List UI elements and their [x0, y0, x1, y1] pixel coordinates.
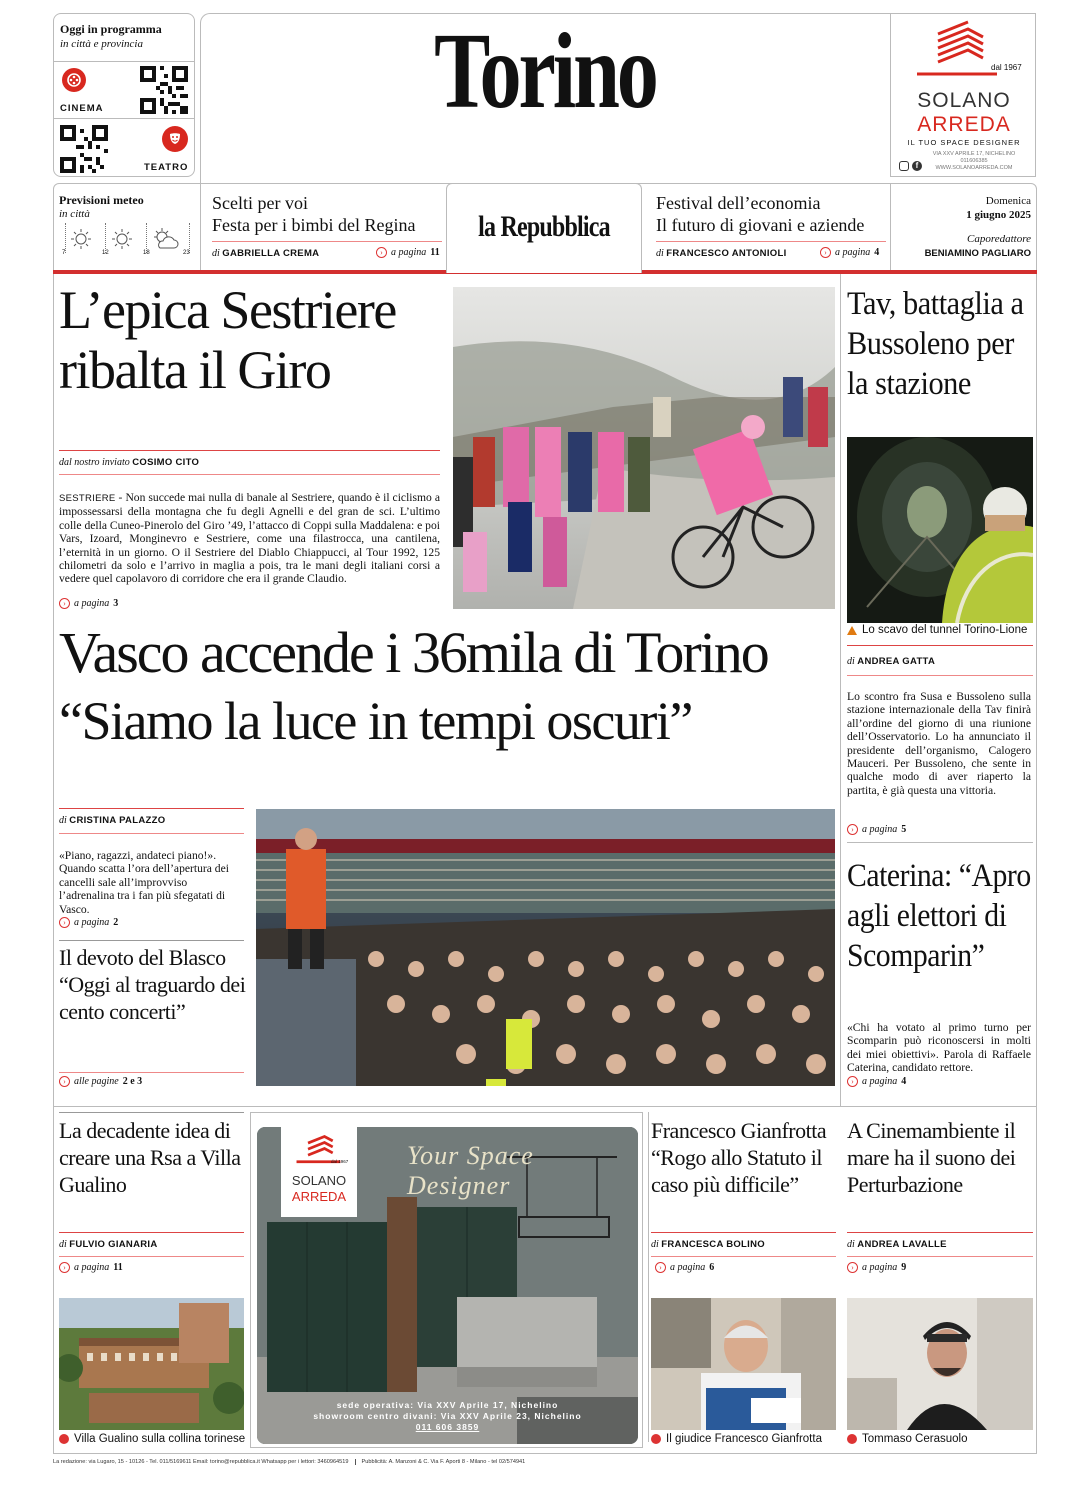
- arrow-icon: ›: [59, 1262, 70, 1273]
- dot-icon: [651, 1434, 661, 1444]
- vasco-headline-1[interactable]: Vasco accende i 36mila di Torino: [59, 620, 768, 685]
- ad-top-web: WWW.SOLANOARREDA.COM: [935, 165, 1013, 171]
- ad-bottom-phone[interactable]: 011 606 3859: [415, 1422, 480, 1432]
- meteo-subtitle: in città: [59, 208, 90, 220]
- tav-page[interactable]: 5: [901, 824, 907, 835]
- meteo-hour: 7: [62, 250, 66, 256]
- festival-page-prefix: a pagina: [835, 247, 871, 258]
- giro-headline[interactable]: L’epica Sestriere ribalta il Giro: [59, 280, 396, 400]
- caterina-page-prefix: a pagina: [862, 1076, 898, 1087]
- festival-page[interactable]: 4: [874, 247, 880, 258]
- festival-economia[interactable]: [648, 183, 888, 270]
- arrow-icon: ›: [59, 917, 70, 928]
- ad-top-solano[interactable]: [890, 13, 1036, 177]
- ad-top-phone: 011606385: [960, 158, 988, 164]
- vasco-byline: CRISTINA PALAZZO: [69, 815, 166, 826]
- programma-box: [53, 13, 195, 177]
- vasco-body: «Piano, ragazzi, andateci piano!». Quando scatta l’ora dell’apertura dei cancelli sale all’improvviso l’adrenalina tra i fan più sfegatati di Vasco.: [59, 849, 229, 916]
- instagram-icon[interactable]: [899, 161, 909, 171]
- cinemambiente-page[interactable]: 9: [901, 1262, 907, 1273]
- scelti-page-prefix: a pagina: [391, 247, 427, 258]
- giro-byline: COSIMO CITO: [132, 457, 200, 468]
- arrow-icon: ›: [847, 1076, 858, 1087]
- vasco-photo[interactable]: [256, 809, 835, 1086]
- scelti-page[interactable]: 11: [430, 247, 440, 258]
- footer: [53, 1459, 1037, 1465]
- ad-top-address: VIA XXV APRILE 17, NICHELINO: [932, 151, 1016, 157]
- arrow-icon: ›: [655, 1262, 666, 1273]
- ad-bottom-brand1: SOLANO: [291, 1173, 347, 1188]
- teatro-label[interactable]: TEATRO: [144, 162, 189, 173]
- sun-icon: [110, 227, 134, 256]
- ad-bottom-line2: showroom centro divani: Via XXV Aprile 23, Nichelino: [313, 1411, 582, 1421]
- scelti-title: Scelti per voi: [212, 193, 308, 213]
- rsa-photo[interactable]: [59, 1298, 244, 1430]
- gianfrotta-page-prefix: a pagina: [670, 1262, 706, 1273]
- gianfrotta-page[interactable]: 6: [709, 1262, 715, 1273]
- meteo-hour: 12: [102, 250, 109, 256]
- scelti-per-voi[interactable]: [206, 183, 442, 270]
- ad-top-tagline: IL TUO SPACE DESIGNER: [907, 138, 1021, 147]
- programma-title: Oggi in programma: [60, 22, 162, 36]
- tav-page-prefix: a pagina: [862, 824, 898, 835]
- ad-top-since: dal 1967: [991, 63, 1022, 72]
- arrow-icon: ›: [847, 824, 858, 835]
- sun-icon: [69, 227, 93, 256]
- festival-subtitle: Il futuro di giovani e aziende: [656, 215, 865, 235]
- cinemambiente-photo[interactable]: [847, 1298, 1033, 1430]
- date-day: Domenica: [985, 195, 1031, 207]
- giro-photo[interactable]: [453, 287, 835, 609]
- tav-photo[interactable]: [847, 437, 1033, 623]
- cinemambiente-byline-prefix: di: [847, 1239, 855, 1250]
- giro-byline-prefix: dal nostro inviato: [59, 457, 130, 468]
- ad-bottom-logo: [281, 1127, 357, 1217]
- vasco-page[interactable]: 2: [113, 917, 119, 928]
- rsa-headline[interactable]: La decadente idea di creare una Rsa a Villa Gualino: [59, 1118, 241, 1197]
- rsa-page-prefix: a pagina: [74, 1262, 110, 1273]
- festival-author: FRANCESCO ANTONIOLI: [666, 248, 787, 259]
- arrow-icon: ›: [847, 1262, 858, 1273]
- dot-icon: [59, 1434, 69, 1444]
- giro-dateline: SESTRIERE: [59, 493, 116, 504]
- meteo-title: Previsioni meteo: [59, 193, 144, 207]
- film-reel-icon: [62, 68, 86, 92]
- ad-bottom-brand2: ARREDA: [291, 1189, 347, 1204]
- gianfrotta-byline-prefix: di: [651, 1239, 659, 1250]
- partly-cloudy-icon: [151, 227, 179, 256]
- cinema-qr-icon[interactable]: [140, 66, 188, 114]
- ad-bottom-solano[interactable]: [250, 1112, 643, 1448]
- rsa-caption: Villa Gualino sulla collina torinese: [74, 1433, 246, 1445]
- gianfrotta-caption: Il giudice Francesco Gianfrotta: [666, 1433, 822, 1445]
- vasco-sub-pages[interactable]: 2 e 3: [122, 1076, 143, 1087]
- cinemambiente-headline[interactable]: A Cinemambiente il mare ha il suono dei Perturbazione: [847, 1118, 1016, 1197]
- festival-title: Festival dell’economia: [656, 193, 821, 213]
- festival-author-prefix: di: [656, 248, 664, 259]
- ad-bottom-line1: sede operativa: Via XXV Aprile 17, Nichelino: [336, 1400, 559, 1410]
- ad-top-brand2: ARREDA: [917, 113, 1011, 136]
- caterina-page[interactable]: 4: [901, 1076, 907, 1087]
- facebook-icon[interactable]: f: [912, 161, 922, 171]
- theater-masks-icon: [162, 126, 188, 152]
- editor-role: Caporedattore: [967, 233, 1031, 245]
- repubblica-logo[interactable]: la Repubblica: [478, 210, 610, 243]
- vasco-page-prefix: a pagina: [74, 917, 110, 928]
- teatro-qr-icon[interactable]: [60, 125, 108, 173]
- gianfrotta-headline[interactable]: Francesco Gianfrotta “Rogo allo Statuto il caso più difficile”: [651, 1118, 827, 1197]
- meteo-box: [53, 183, 196, 270]
- solano-logo-icon: [913, 18, 1003, 80]
- scelti-subtitle: Festa per i bimbi del Regina: [212, 215, 416, 235]
- tav-caption: Lo scavo del tunnel Torino-Lione: [862, 624, 1028, 636]
- tav-byline: ANDREA GATTA: [857, 656, 936, 667]
- rsa-byline-prefix: di: [59, 1239, 67, 1250]
- rsa-page[interactable]: 11: [113, 1262, 123, 1273]
- arrow-icon: ›: [59, 598, 70, 609]
- tav-body: Lo scontro fra Susa e Bussoleno sulla stazione internazionale della Tav finirà all’ordine del giorno di una riunione dell’Osservatorio. Lo ha annunciato il presidente dell’organismo, Calogero Mauceri. Per Bussoleno, che sente in qualche modo di aver riaperto la partita, è già questa una vittoria.: [847, 690, 1031, 797]
- caterina-body: «Chi ha votato al primo turno per Scomparin può riconoscersi in molti dei miei obiettivi». Parola di Raffaele Caterina, candidato rettore.: [847, 1021, 1031, 1075]
- giro-body: SESTRIERE - Non succede mai nulla di banale al Sestriere, quando è il ciclismo a impossessarsi della montagna che fu degli Agnelli e del gran de sci. L’ultimo colle della Cuneo-Pinerolo del Giro ’49, l’attacco di Coppi sulla Maddalena: e poi Vars, Izoard, Monginevro e Sestriere, come una filastrocca, una cantilena, l’eternità in un giorno. O il Sestriere del Diablo Chiappucci, al Tour 1992, 125 chilometri da solo e l’arrivo in maglia a pois, tra le mani degli italiani corsi a vedere quel capolavoro di corridore che era il grande Claudio.: [59, 491, 440, 586]
- footer-pubblicita: Pubblicità: A. Manzoni & C. Via F. Aporti 8 - Milano - tel 02/574941: [355, 1459, 526, 1465]
- vasco-headline-2[interactable]: “Siamo la luce in tempi oscuri”: [59, 691, 692, 751]
- gianfrotta-photo[interactable]: [651, 1298, 836, 1430]
- gianfrotta-byline: FRANCESCA BOLINO: [661, 1239, 765, 1250]
- vasco-byline-prefix: di: [59, 815, 67, 826]
- giro-page[interactable]: 3: [113, 598, 119, 609]
- giro-body-text: Non succede mai nulla di banale al Sestriere, quando è il ciclismo a impossessarsi della montagna che fu degli Agnelli e del gran de sci. L’ultimo colle della Cuneo-Pinerolo del Giro ’49, l’attacco di Coppi sulla Maddalena: e poi Vars, Izoard, Monginevro e Sestriere, come una filastrocca, una cantilena, l’eternità in un giorno. O il Sestriere del Diablo Chiappucci, al Tour 1992, 125 chilometri da solo e l’arrivo in maglia a pois, tra le mani degli italiani corsi a vedere quel capolavoro di corridore che era il grande Claudio.: [59, 491, 440, 586]
- rsa-byline: FULVIO GIANARIA: [69, 1239, 158, 1250]
- caterina-headline[interactable]: Caterina: “Apro agli elettori di Scomparin”: [847, 858, 1031, 974]
- cinemambiente-page-prefix: a pagina: [862, 1262, 898, 1273]
- meteo-hour: 23: [183, 250, 190, 256]
- cinema-label[interactable]: CINEMA: [60, 103, 104, 114]
- arrow-icon: ›: [376, 247, 387, 258]
- ad-bottom-since: dal 1967: [331, 1159, 349, 1164]
- meteo-hour: 18: [143, 250, 150, 256]
- scelti-author-prefix: di: [212, 248, 220, 259]
- dateline-box: [890, 183, 1033, 270]
- ad-top-brand1: SOLANO: [917, 89, 1011, 112]
- ad-bottom-script: Your Space Designer: [407, 1141, 534, 1200]
- footer-redazione: La redazione: via Lugaro, 15 - 10126 - Tel. 011/5169611 Email: torino@repubblica.it Whatsapp per i lettori: 3460964519: [53, 1459, 349, 1465]
- vasco-sub-pages-prefix: alle pagine: [74, 1076, 119, 1087]
- masthead-title: Torino: [434, 12, 656, 131]
- date-full: 1 giugno 2025: [966, 209, 1031, 221]
- scelti-author: GABRIELLA CREMA: [222, 248, 320, 259]
- tav-headline[interactable]: Tav, battaglia a Bussoleno per la stazione: [847, 286, 1024, 402]
- arrow-icon: ›: [59, 1076, 70, 1087]
- vasco-sub-headline[interactable]: Il devoto del Blasco “Oggi al traguardo dei cento concerti”: [59, 945, 246, 1024]
- programma-subtitle: in città e provincia: [60, 38, 143, 50]
- tav-byline-prefix: di: [847, 656, 855, 667]
- cinemambiente-byline: ANDREA LAVALLE: [857, 1239, 947, 1250]
- arrow-icon: ›: [820, 247, 831, 258]
- dot-icon: [847, 1434, 857, 1444]
- cinemambiente-caption: Tommaso Cerasuolo: [862, 1433, 968, 1445]
- giro-page-prefix: a pagina: [74, 598, 110, 609]
- editor-name: BENIAMINO PAGLIARO: [924, 248, 1031, 259]
